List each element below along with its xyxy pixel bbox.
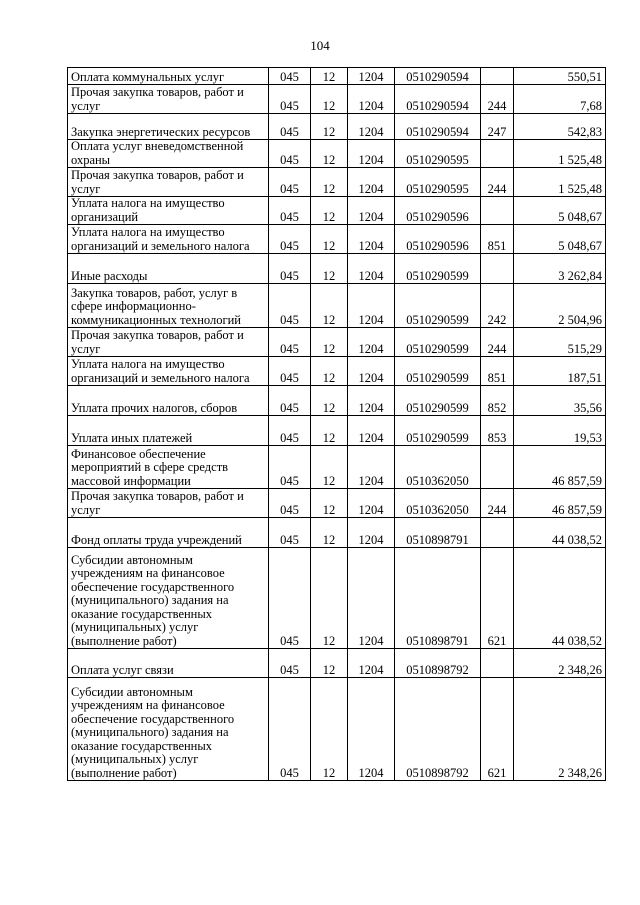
table-cell-target: 0510362050 [395, 489, 481, 518]
table-row [68, 446, 606, 489]
page-number: 104 [310, 38, 330, 53]
table-row [68, 68, 606, 85]
table-cell-ministry: 045 [269, 85, 311, 114]
table-cell-expense-type: 244 [481, 489, 514, 518]
table-cell-name: Субсидии автономным учреждениям на финансовое обеспечение государственного (муниципального) задания на оказание государственных (муниципальных) услуг (выполнение работ) [68, 548, 269, 649]
table-cell-name: Закупка товаров, работ, услуг в сфере информационно-коммуникационных технологий [68, 284, 269, 328]
table-cell-ministry: 045 [269, 284, 311, 328]
table-cell-subsection: 1204 [348, 649, 395, 678]
table-cell-expense-type: 244 [481, 328, 514, 357]
table-cell-target: 0510362050 [395, 446, 481, 489]
table-cell-name: Субсидии автономным учреждениям на финансовое обеспечение государственного (муниципального) задания на оказание государственных (муниципальных) услуг (выполнение работ) [68, 678, 269, 781]
table-row [68, 114, 606, 140]
table-cell-subsection: 1204 [348, 114, 395, 140]
table-cell-ministry: 045 [269, 489, 311, 518]
table-cell-expense-type [481, 140, 514, 168]
table-cell-section: 12 [311, 446, 348, 489]
table-row [68, 197, 606, 225]
table-cell-amount: 44 038,52 [514, 548, 606, 649]
table-cell-expense-type: 851 [481, 357, 514, 386]
table-cell-section: 12 [311, 649, 348, 678]
table-cell-ministry: 045 [269, 416, 311, 446]
table-cell-amount: 550,51 [514, 68, 606, 85]
table-cell-subsection: 1204 [348, 489, 395, 518]
table-cell-ministry: 045 [269, 548, 311, 649]
table-cell-target: 0510290599 [395, 416, 481, 446]
table-cell-amount: 7,68 [514, 85, 606, 114]
table-cell-name: Прочая закупка товаров, работ и услуг [68, 168, 269, 197]
table-row [68, 416, 606, 446]
table-cell-amount: 44 038,52 [514, 518, 606, 548]
table-row [68, 357, 606, 386]
table-cell-ministry: 045 [269, 68, 311, 85]
table-cell-section: 12 [311, 140, 348, 168]
table-cell-subsection: 1204 [348, 678, 395, 781]
table-cell-subsection: 1204 [348, 254, 395, 284]
table-cell-expense-type [481, 68, 514, 85]
table-cell-target: 0510290594 [395, 114, 481, 140]
table-cell-section: 12 [311, 197, 348, 225]
table-cell-subsection: 1204 [348, 446, 395, 489]
table-cell-target: 0510290596 [395, 197, 481, 225]
table-cell-target: 0510290595 [395, 140, 481, 168]
table-cell-target: 0510290595 [395, 168, 481, 197]
table-row [68, 649, 606, 678]
table-row [68, 678, 606, 781]
table-cell-expense-type: 244 [481, 168, 514, 197]
table-cell-amount: 2 348,26 [514, 649, 606, 678]
table-cell-name: Фонд оплаты труда учреждений [68, 518, 269, 548]
table-cell-target: 0510290599 [395, 284, 481, 328]
table-cell-amount: 1 525,48 [514, 168, 606, 197]
table-cell-expense-type [481, 446, 514, 489]
table-cell-section: 12 [311, 85, 348, 114]
table-row [68, 85, 606, 114]
table-cell-subsection: 1204 [348, 168, 395, 197]
table-cell-expense-type: 242 [481, 284, 514, 328]
table-cell-amount: 35,56 [514, 386, 606, 416]
table-row [68, 518, 606, 548]
table-cell-amount: 46 857,59 [514, 446, 606, 489]
budget-table [67, 67, 606, 781]
table-cell-amount: 2 504,96 [514, 284, 606, 328]
table-cell-ministry: 045 [269, 225, 311, 254]
table-cell-section: 12 [311, 114, 348, 140]
table-cell-name: Уплата налога на имущество организаций [68, 197, 269, 225]
table-cell-ministry: 045 [269, 649, 311, 678]
table-row [68, 140, 606, 168]
table-cell-expense-type: 247 [481, 114, 514, 140]
table-cell-amount: 3 262,84 [514, 254, 606, 284]
table-cell-section: 12 [311, 386, 348, 416]
table-cell-section: 12 [311, 225, 348, 254]
table-cell-ministry: 045 [269, 446, 311, 489]
table-cell-ministry: 045 [269, 254, 311, 284]
table-cell-name: Закупка энергетических ресурсов [68, 114, 269, 140]
table-cell-name: Уплата налога на имущество организаций и земельного налога [68, 357, 269, 386]
table-cell-amount: 5 048,67 [514, 225, 606, 254]
table-cell-amount: 1 525,48 [514, 140, 606, 168]
table-cell-section: 12 [311, 678, 348, 781]
table-cell-name: Оплата коммунальных услуг [68, 68, 269, 85]
table-cell-name: Уплата прочих налогов, сборов [68, 386, 269, 416]
table-cell-ministry: 045 [269, 168, 311, 197]
table-cell-target: 0510290594 [395, 68, 481, 85]
table-cell-section: 12 [311, 284, 348, 328]
table-cell-target: 0510898791 [395, 548, 481, 649]
table-cell-amount: 5 048,67 [514, 197, 606, 225]
table-cell-expense-type: 244 [481, 85, 514, 114]
table-cell-subsection: 1204 [348, 357, 395, 386]
table-row [68, 328, 606, 357]
table-cell-subsection: 1204 [348, 416, 395, 446]
table-cell-target: 0510898792 [395, 649, 481, 678]
table-cell-subsection: 1204 [348, 68, 395, 85]
table-cell-expense-type [481, 197, 514, 225]
table-cell-amount: 46 857,59 [514, 489, 606, 518]
table-cell-target: 0510290599 [395, 328, 481, 357]
table-cell-name: Уплата иных платежей [68, 416, 269, 446]
table-cell-subsection: 1204 [348, 225, 395, 254]
table-cell-subsection: 1204 [348, 197, 395, 225]
table-row [68, 489, 606, 518]
table-cell-expense-type: 852 [481, 386, 514, 416]
table-cell-ministry: 045 [269, 518, 311, 548]
table-cell-target: 0510898791 [395, 518, 481, 548]
table-cell-section: 12 [311, 416, 348, 446]
table-cell-target: 0510290594 [395, 85, 481, 114]
table-cell-subsection: 1204 [348, 284, 395, 328]
table-cell-amount: 515,29 [514, 328, 606, 357]
table-cell-target: 0510290596 [395, 225, 481, 254]
table-cell-section: 12 [311, 518, 348, 548]
table-cell-expense-type: 853 [481, 416, 514, 446]
table-cell-expense-type [481, 254, 514, 284]
table-cell-subsection: 1204 [348, 328, 395, 357]
table-cell-expense-type: 621 [481, 678, 514, 781]
table-cell-section: 12 [311, 68, 348, 85]
table-cell-amount: 542,83 [514, 114, 606, 140]
table-cell-amount: 187,51 [514, 357, 606, 386]
table-cell-subsection: 1204 [348, 140, 395, 168]
table-cell-name: Оплата услуг вневедомственной охраны [68, 140, 269, 168]
table-cell-section: 12 [311, 357, 348, 386]
table-row [68, 168, 606, 197]
table-cell-amount: 2 348,26 [514, 678, 606, 781]
table-cell-ministry: 045 [269, 140, 311, 168]
table-cell-subsection: 1204 [348, 548, 395, 649]
table-cell-name: Прочая закупка товаров, работ и услуг [68, 85, 269, 114]
table-cell-ministry: 045 [269, 357, 311, 386]
table-cell-name: Оплата услуг связи [68, 649, 269, 678]
table-cell-section: 12 [311, 168, 348, 197]
table-cell-ministry: 045 [269, 386, 311, 416]
table-cell-expense-type [481, 649, 514, 678]
table-cell-section: 12 [311, 489, 348, 518]
table-cell-target: 0510290599 [395, 386, 481, 416]
table-cell-expense-type [481, 518, 514, 548]
table-cell-target: 0510898792 [395, 678, 481, 781]
table-cell-expense-type: 851 [481, 225, 514, 254]
table-cell-ministry: 045 [269, 114, 311, 140]
table-cell-name: Прочая закупка товаров, работ и услуг [68, 328, 269, 357]
table-cell-section: 12 [311, 328, 348, 357]
table-cell-name: Иные расходы [68, 254, 269, 284]
table-row [68, 548, 606, 649]
table-cell-name: Финансовое обеспечение мероприятий в сфере средств массовой информации [68, 446, 269, 489]
table-cell-subsection: 1204 [348, 386, 395, 416]
table-row [68, 386, 606, 416]
table-cell-ministry: 045 [269, 328, 311, 357]
table-cell-target: 0510290599 [395, 357, 481, 386]
table-cell-target: 0510290599 [395, 254, 481, 284]
table-cell-subsection: 1204 [348, 518, 395, 548]
table-cell-ministry: 045 [269, 197, 311, 225]
table-row [68, 225, 606, 254]
table-row [68, 254, 606, 284]
table-cell-amount: 19,53 [514, 416, 606, 446]
table-row [68, 284, 606, 328]
table-cell-section: 12 [311, 254, 348, 284]
table-cell-name: Уплата налога на имущество организаций и земельного налога [68, 225, 269, 254]
table-cell-expense-type: 621 [481, 548, 514, 649]
table-cell-name: Прочая закупка товаров, работ и услуг [68, 489, 269, 518]
table-cell-section: 12 [311, 548, 348, 649]
table-cell-ministry: 045 [269, 678, 311, 781]
table-cell-subsection: 1204 [348, 85, 395, 114]
